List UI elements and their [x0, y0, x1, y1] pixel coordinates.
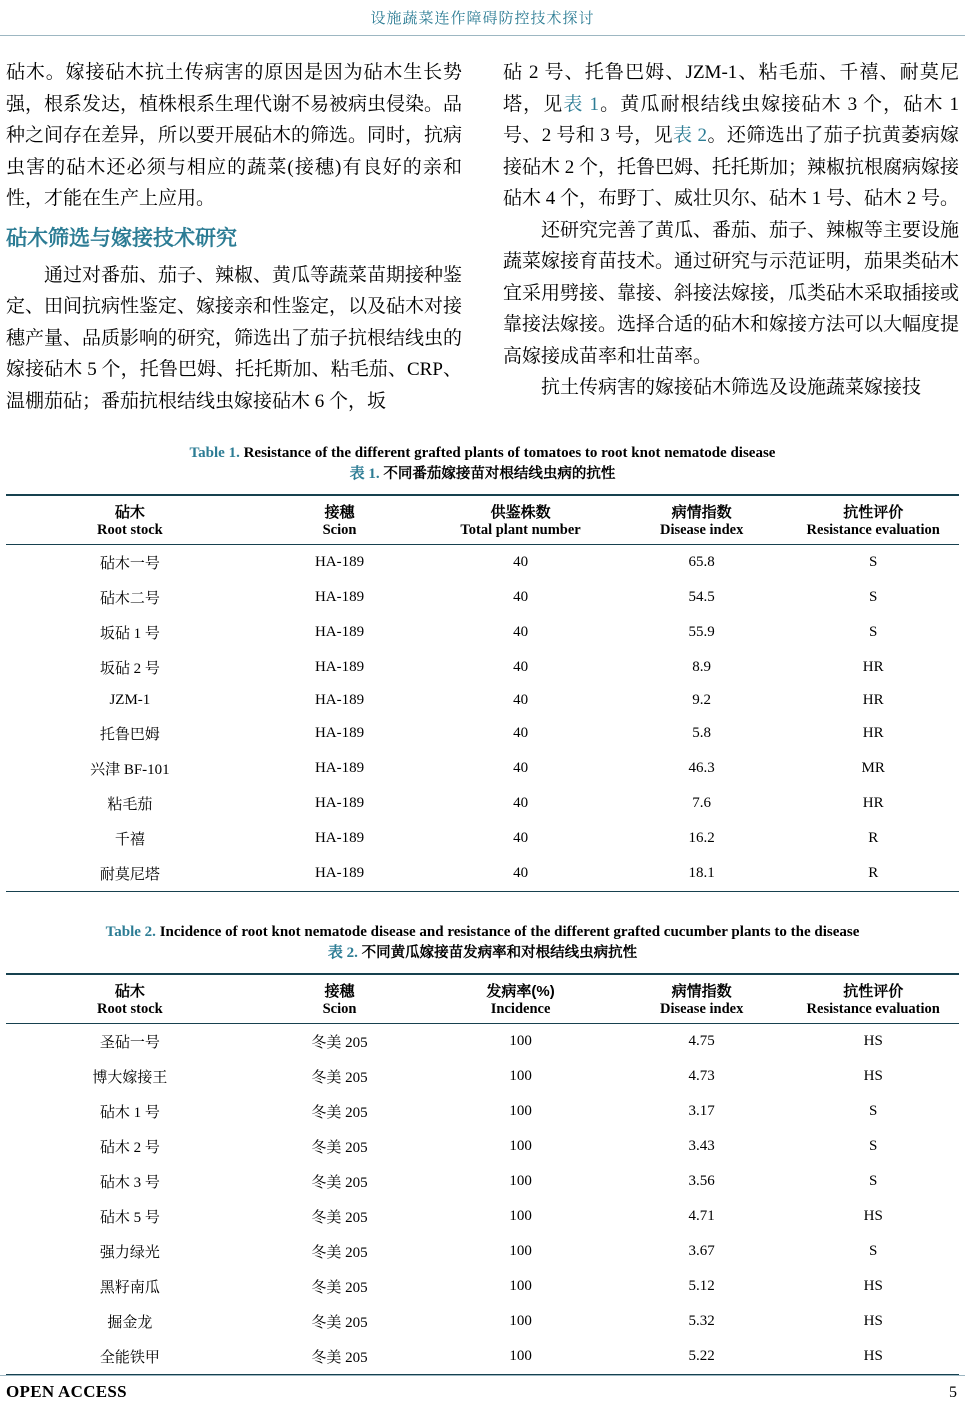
column-header: 病情指数 Disease index	[659, 983, 744, 1017]
table-cell: 18.1	[688, 865, 715, 881]
table2	[6, 973, 959, 1375]
table-cell: 40	[513, 554, 529, 570]
table-cell: MR	[861, 760, 885, 776]
table-cell: 坂砧 2 号	[99, 661, 160, 677]
table1-ref-link[interactable]: 表 1	[563, 93, 599, 115]
table-cell: S	[869, 1243, 878, 1259]
table2-caption-en-text: Incidence of root knot nematode disease and resistance of the different grafted cucumber plants to the disease	[159, 924, 860, 940]
table-cell: S	[869, 589, 878, 605]
table-row	[6, 1024, 959, 1060]
table-cell: 40	[513, 865, 529, 881]
table-cell: 100	[509, 1173, 532, 1189]
column-header: 发病率(%) Incidence	[486, 983, 555, 1017]
table-cell: 100	[509, 1278, 532, 1294]
table-cell: JZM-1	[109, 692, 151, 708]
table-cell: 100	[509, 1313, 532, 1329]
table-cell: 5.22	[688, 1348, 715, 1364]
table2-section	[6, 922, 959, 1375]
table-cell: 冬美 205	[311, 1315, 368, 1331]
table-cell: 全能铁甲	[99, 1350, 160, 1366]
column-header: 接穗 Scion	[322, 504, 357, 538]
table-cell: S	[869, 554, 878, 570]
table-cell: 40	[513, 692, 529, 708]
table-cell: 冬美 205	[311, 1350, 368, 1366]
table-cell: 3.43	[688, 1138, 715, 1154]
table-cell: 3.17	[688, 1103, 715, 1119]
paragraph-screening-results: 通过对番茄、茄子、辣椒、黄瓜等蔬菜苗期接种鉴定、田间抗病性鉴定、嫁接亲和性鉴定，以及砧木对接穗产量、品质影响的研究，筛选出了茄子抗根结线虫的嫁接砧木 5 个，托鲁巴姆、托托斯加、粘毛茄、CRP、温棚茄砧；番茄抗根结线虫嫁接砧木 6 个，坂	[6, 264, 463, 412]
table-cell: 托鲁巴姆	[99, 727, 160, 743]
table-cell: HA-189	[314, 830, 365, 846]
running-head	[0, 0, 965, 36]
table-cell: 砧木 1 号	[99, 1105, 160, 1121]
paragraph-segment: 。黄瓜耐根结线虫嫁接砧木 3 个，砧木 1 号、2 号和 3 号，见	[503, 93, 959, 146]
table-cell: 冬美 205	[311, 1105, 368, 1121]
table-cell: 粘毛茄	[107, 797, 153, 813]
table-cell: 掘金龙	[107, 1315, 153, 1331]
table-row	[6, 1094, 959, 1129]
table-cell: 100	[509, 1103, 532, 1119]
paragraph-rootstock-intro: 砧木。嫁接砧木抗土传病害的原因是因为砧木生长势强，根系发达，植株根系生理代谢不易被病虫侵染。品种之间存在差异，所以要开展砧木的筛选。同时，抗病虫害的砧木还必须与相应的蔬菜(接穗)有良好的亲和性，才能在生产上应用。	[6, 62, 463, 209]
table2-caption-zh-text: 不同黄瓜嫁接苗发病率和对根结线虫病抗性	[361, 945, 638, 961]
table2-header	[6, 974, 959, 1024]
table-cell: HA-189	[314, 795, 365, 811]
table-cell: 40	[513, 589, 529, 605]
table-cell: 40	[513, 760, 529, 776]
table1-caption	[6, 443, 959, 485]
table-cell: 100	[509, 1348, 532, 1364]
table-cell: 冬美 205	[311, 1035, 368, 1051]
table1-header	[6, 495, 959, 545]
table-cell: 4.75	[688, 1033, 715, 1049]
table-cell: 40	[513, 659, 529, 675]
table-cell: 40	[513, 830, 529, 846]
table1-label-en: Table 1.	[189, 445, 240, 461]
paragraph-continuation: 抗土传病害的嫁接砧木筛选及设施蔬菜嫁接技	[541, 377, 922, 398]
table-row	[6, 685, 959, 716]
page-number: 5	[949, 1384, 957, 1401]
table1-header-row	[6, 495, 959, 545]
table-cell: HA-189	[314, 725, 365, 741]
table-row	[6, 580, 959, 615]
table-cell: 砧木 5 号	[99, 1210, 160, 1226]
column-header: 抗性评价 Resistance evaluation	[806, 504, 940, 538]
open-access-label: OPEN ACCESS	[6, 1382, 127, 1401]
table-row	[6, 1234, 959, 1269]
table-cell: 冬美 205	[311, 1210, 368, 1226]
table-row	[6, 1269, 959, 1304]
table-cell: 坂砧 1 号	[99, 626, 160, 642]
table-cell: HA-189	[314, 659, 365, 675]
table-cell: R	[868, 830, 879, 846]
column-header: 供鉴株数 Total plant number	[460, 504, 581, 538]
table-cell: S	[869, 1173, 878, 1189]
table-row	[6, 545, 959, 581]
table1	[6, 494, 959, 892]
table-cell: 博大嫁接王	[92, 1070, 168, 1086]
header-rule	[0, 35, 965, 36]
table-row	[6, 1164, 959, 1199]
table2-ref-link[interactable]: 表 2	[673, 125, 708, 146]
table1-label-zh: 表 1.	[349, 466, 380, 482]
table-cell: 冬美 205	[311, 1280, 368, 1296]
table-cell: 100	[509, 1138, 532, 1154]
table-cell: 5.32	[688, 1313, 715, 1329]
table-cell: HA-189	[314, 865, 365, 881]
table-cell: 100	[509, 1068, 532, 1084]
table-cell: 千禧	[114, 832, 145, 848]
table-row	[6, 786, 959, 821]
table-cell: HA-189	[314, 624, 365, 640]
column-header: 病情指数 Disease index	[659, 504, 744, 538]
column-header: 接穗 Scion	[322, 983, 357, 1017]
table-cell: 冬美 205	[311, 1245, 368, 1261]
page-content	[0, 57, 965, 1375]
table-cell: S	[869, 1138, 878, 1154]
column-header: 抗性评价 Resistance evaluation	[806, 983, 940, 1017]
table-row	[6, 1199, 959, 1234]
table-cell: HS	[863, 1348, 883, 1364]
table-cell: 40	[513, 725, 529, 741]
table-cell: 冬美 205	[311, 1175, 368, 1191]
table2-header-row	[6, 974, 959, 1024]
table-cell: 65.8	[688, 554, 715, 570]
table-cell: 4.73	[688, 1068, 715, 1084]
table-cell: HR	[862, 659, 884, 675]
table-row	[6, 716, 959, 751]
table-cell: HA-189	[314, 760, 365, 776]
table-cell: 100	[509, 1243, 532, 1259]
table-cell: 冬美 205	[311, 1070, 368, 1086]
table-cell: 砧木 3 号	[99, 1175, 160, 1191]
table-cell: 40	[513, 624, 529, 640]
table-cell: 3.67	[688, 1243, 715, 1259]
table-row	[6, 615, 959, 650]
table-cell: 55.9	[688, 624, 715, 640]
table-cell: 16.2	[688, 830, 715, 846]
table-cell: 5.8	[692, 725, 712, 741]
paragraph-segment: 。还筛选出了茄子抗黄萎病嫁接砧木 2 个，托鲁巴姆、托托斯加；辣椒抗根腐病嫁接砧木 4 个，布野丁、威壮贝尔、砧木 1 号、砧木 2 号。	[503, 125, 960, 209]
table-row	[6, 1129, 959, 1164]
table-cell: 54.5	[688, 589, 715, 605]
section-heading-rootstock-research: 砧木筛选与嫁接技术研究	[6, 226, 237, 250]
table-cell: 46.3	[688, 760, 715, 776]
table-cell: 圣砧一号	[99, 1035, 160, 1051]
table-cell: HS	[863, 1313, 883, 1329]
table-cell: HR	[862, 795, 884, 811]
table-cell: HA-189	[314, 589, 365, 605]
table-row	[6, 751, 959, 786]
table1-caption-zh-line	[6, 464, 959, 485]
table-cell: 强力绿光	[99, 1245, 160, 1261]
table2-caption-en-line	[6, 922, 959, 943]
page-footer	[0, 1375, 965, 1411]
table1-caption-en-text: Resistance of the different grafted plants of tomatoes to root knot nematode disease	[243, 445, 776, 461]
table-cell: 100	[509, 1208, 532, 1224]
table-cell: 100	[509, 1033, 532, 1049]
table-cell: 砧木一号	[99, 556, 160, 572]
table-cell: 砧木二号	[99, 591, 160, 607]
table-cell: 8.9	[692, 659, 712, 675]
paragraph-rootstock-list	[503, 57, 959, 215]
table-cell: S	[869, 624, 878, 640]
table-cell: 7.6	[692, 795, 712, 811]
table-cell: S	[869, 1103, 878, 1119]
table-cell: 5.12	[688, 1278, 715, 1294]
running-head-title: 设施蔬菜连作障碍防控技术探讨	[370, 11, 595, 27]
table-cell: 3.56	[688, 1173, 715, 1189]
paragraph-segment: 砧 2 号、托鲁巴姆、JZM-1、粘毛茄、千禧、耐莫尼塔，见	[503, 62, 959, 115]
article-body	[6, 57, 959, 417]
left-column	[6, 57, 462, 417]
table2-label-en: Table 2.	[105, 924, 156, 940]
table-cell: HR	[862, 692, 884, 708]
table-cell: HR	[862, 725, 884, 741]
table1-body	[6, 545, 959, 892]
table-cell: HS	[863, 1033, 883, 1049]
table-cell: HA-189	[314, 692, 365, 708]
column-header: 砧木 Root stock	[97, 983, 163, 1017]
table-cell: 40	[513, 795, 529, 811]
table-cell: 耐莫尼塔	[99, 867, 160, 883]
column-header: 砧木 Root stock	[97, 504, 163, 538]
table-cell: R	[868, 865, 879, 881]
table-row	[6, 821, 959, 856]
table2-caption-zh-line	[6, 943, 959, 964]
table2-label-zh: 表 2.	[327, 945, 358, 961]
table-row	[6, 856, 959, 892]
table-row	[6, 1304, 959, 1339]
table-cell: 冬美 205	[311, 1140, 368, 1156]
table-cell: HS	[863, 1068, 883, 1084]
table-cell: 兴津 BF-101	[90, 762, 170, 778]
table-cell: 黑籽南瓜	[99, 1280, 160, 1296]
table-cell: HS	[863, 1208, 883, 1224]
table-cell: 4.71	[688, 1208, 715, 1224]
right-column	[503, 57, 959, 417]
table1-caption-en-line	[6, 443, 959, 464]
paragraph-grafting-techniques: 还研究完善了黄瓜、番茄、茄子、辣椒等主要设施蔬菜嫁接育苗技术。通过研究与示范证明，茄果类砧木宜采用劈接、靠接、斜接法嫁接，瓜类砧木采取插接或靠接法嫁接。选择合适的砧木和嫁接方法可以大幅度提高嫁接成苗率和壮苗率。	[503, 219, 960, 367]
table-row	[6, 1059, 959, 1094]
table-row	[6, 1339, 959, 1375]
table2-body	[6, 1024, 959, 1375]
table2-caption	[6, 922, 959, 964]
table1-caption-zh-text: 不同番茄嫁接苗对根结线虫病的抗性	[383, 466, 616, 482]
table-row	[6, 650, 959, 685]
table-cell: HS	[863, 1278, 883, 1294]
table-cell: 9.2	[692, 692, 712, 708]
table1-section	[6, 443, 959, 892]
table-cell: HA-189	[314, 554, 365, 570]
table-cell: 砧木 2 号	[99, 1140, 160, 1156]
